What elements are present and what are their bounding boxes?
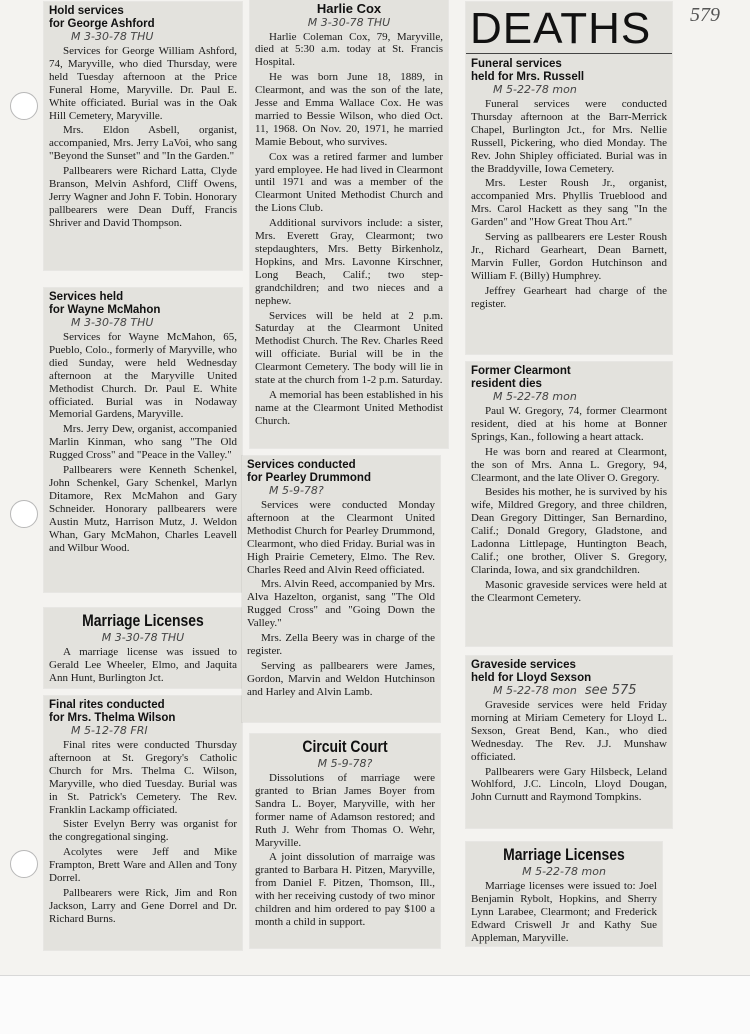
page-number: 579 [690,4,720,26]
article-paragraph: Dissolutions of marriage were granted to Brian James Boyer from Sandra L. Boyer, Maryville, with her former name of Adamson restored; and Ruth J. Wehr from Thomas O. Wehr, Maryville. [255,772,435,849]
article-paragraph: Marriage licenses were issued to: Joel Benjamin Rybolt, Hopkins, and Sherry Lynn Larabee, Clearmont; and Frederick Edward Criswell Jr and Kathy Sue Appleman, Maryville. [471,880,657,944]
article-paragraph: Pallbearers were Gary Hilsbeck, Leland Wohlford, J.C. Lincoln, Lloyd Dougan, John Curnutt and Raymond Tompkins. [471,765,667,804]
headline-line: for Wayne McMahon [49,303,161,316]
cross-reference-note: see 575 [584,683,637,698]
handwritten-date: M 3-30-78 THU [101,631,185,644]
headline: Circuit Court [302,737,388,756]
headline-line: for Pearley Drummond [247,471,371,484]
headline-line: Funeral services [471,58,562,70]
article-paragraph: Funeral services were conducted Thursday afternoon at the Barr-Merrick Chapel, Burlington Jct., for Mrs. Nellie Russell, Pickering, who died Monday. The Rev. John Shipley officiated. Burial was in the Braddyville, Iowa Cemetery. [471,98,667,175]
headline-line: for Mrs. Thelma Wilson [49,711,176,724]
article-paragraph: Services will be held at 2 p.m. Saturday at the Clearmont United Methodist Church. The Rev. Charles Reed will officiate. Burial will be in the Clearmont Cemetery. The body will lie in state at the church from 1-2 p.m. Saturday. [255,309,443,387]
article-paragraph: A joint dissolution of marraige was granted to Barbara H. Pitzen, Maryville, from Daniel F. Pitzen, Thomson, Ill., with her receiving custody of two minor children and him ordered to pay $100 a month a child in support. [255,851,435,928]
headline-line: Former Clearmont [471,365,571,377]
article-paragraph: Cox was a retired farmer and lumber yard employee. He had lived in Clearmont until 1971 and was a member of the Clearmont United Methodist Church and the Lions Club. [255,150,443,215]
clipping-paul-gregory [466,362,672,646]
headline-line: Hold services [49,5,124,17]
article-paragraph: Mrs. Eldon Asbell, organist, accompanied, Mrs. Jerry LaVoi, who sang "Beyond the Sunset" and "In the Garden." [49,124,237,163]
article-paragraph: He was born June 18, 1889, in Clearmont, and was the son of the late, Jesse and Emma Wallace Cox. He was married to Bessie Wilson, who died Oct. 11, 1968. On Nov. 20, 1971, he married Mamie Bebout, who survives. [255,71,443,148]
article-paragraph: Mrs. Jerry Dew, organist, accompanied Marlin Kinman, who sang "The Old Rugged Cross" and "Peace in the Valley." [49,423,237,462]
clipping-pearley-drummond [242,456,440,722]
article-paragraph: Besides his mother, he is survived by his wife, Mildred Gregory, and three children, Dean Gregory Dittinger, San Bernardino, Calif.; Donald Gregory, Gladstone, and Ladonna Littlepage, Huntington Beach, Calif.; one brother, Oliver S. Gregory, Clarinda, Iowa, and six grandchildren. [471,486,667,576]
article-paragraph: Services for Wayne McMahon, 65, Pueblo, Colo., formerly of Maryville, who died Sunday, were held Wednesday afternoon at the Maryville United Methodist Church. Dr. Paul E. White officiated. Burial was in Nodaway Memorial Gardens, Maryville. [49,331,237,421]
clipping-thelma-wilson [44,696,242,950]
article-paragraph: Serving as pallbearers ere Lester Roush Jr., Richard Gearheart, Dean Barnett, Marvin Fuller, Gordon Hutchinson and William F. (Billy) Humphrey. [471,231,667,282]
article-paragraph: Masonic graveside services were held at the Clearmont Cemetery. [471,578,667,604]
article-paragraph: Pallbearers were Kenneth Schenkel, John Schenkel, Gary Schenkel, Marlyn Ditamore, Rex McMahon and Gary Schneider. Honorary pallbearers were Austin Mutz, Harrison Mutz, J. Weldon Whan, Gary McMahon, Charles Leavell and Wilbur Wood. [49,464,237,554]
punch-hole [10,850,38,878]
headline-line: Graveside services [471,659,576,671]
headline-line: held for Mrs. Russell [471,70,585,83]
handwritten-date-text: M 5-22-78 mon [493,684,577,697]
article-paragraph: Acolytes were Jeff and Mike Frampton, Brett Ware and Allen and Tony Dorrel. [49,846,237,885]
headline-line: Services conducted [247,459,356,471]
clipping-harlie-cox [250,0,448,448]
headline: Marriage Licenses [503,845,625,864]
handwritten-date [493,684,667,697]
article-paragraph: Harlie Coleman Cox, 79, Maryville, died at 5:30 a.m. today at St. Francis Hospital. [255,30,443,69]
clipping-lloyd-sexson [466,656,672,828]
handwritten-date: M 5-9-78? [317,757,373,770]
article-paragraph: He was born and reared at Clearmont, the son of Mrs. Anna L. Gregory, 94, Clearmont, and the late Oliver O. Gregory. [471,445,667,484]
clipping-marriage-licenses [44,608,242,688]
punch-hole [10,500,38,528]
article-paragraph: A marriage license was issued to Gerald Lee Wheeler, Elmo, and Jaquita Ann Hunt, Burlington Jct. [49,646,237,684]
headline-line: Services held [49,291,124,303]
handwritten-date: M 3-30-78 THU [307,15,391,29]
article-paragraph: Mrs. Alvin Reed, accompanied by Mrs. Alva Hazelton, organist, sang "The Old Rugged Cross" and "Going Down the Valley." [247,578,435,630]
article-paragraph: Paul W. Gregory, 74, former Clearmont resident, died at his home at Bonner Springs, Kan., following a heart attack. [471,405,667,443]
article-paragraph: Serving as pallbearers were James, Gordon, Marvin and Weldon Hutchinson and Harley and Alvin Lamb. [247,659,435,698]
article-paragraph: Services for George William Ashford, 74, Maryville, who died Thursday, were held Tuesday afternoon at the Price Funeral Home, Maryville. Dr. Paul E. White officiated. Burial was in the Oak Hill Cemetery, Maryville. [49,45,237,122]
headline: Harlie Cox [316,1,382,16]
article-paragraph: Services were conducted Monday afternoon at the Clearmont United Methodist Church for Pearley Drummond, Clearmont, who died Friday. Burial was in High Prairie Cemetery, Elmo. The Rev. Charles Reed and Alvin Reed officiated. [247,499,435,576]
handwritten-date: M 5-22-78 mon [493,83,577,96]
handwritten-date: M 3-30-78 THU [71,30,154,43]
handwritten-date: M 3-30-78 THU [71,316,154,329]
handwritten-date: M 5-12-78 FRI [71,724,148,737]
headline-line: held for Lloyd Sexson [471,671,592,684]
article-paragraph: Additional survivors include: a sister, Mrs. Everett Gray, Clearmont; two stepdaughters, Mrs. Betty Birkenholz, Hopkins, and Mrs. Lavonne Kirschner, Long Beach, Calif.; two step-grandchildren; and two nieces and a nephew. [255,217,443,307]
page-margin [0,975,750,1034]
headline-line: Final rites conducted [49,699,165,711]
headline-line: for George Ashford [49,17,155,30]
punch-hole [10,92,38,120]
article-paragraph: Mrs. Lester Roush Jr., organist, accompanied Mrs. Phyllis Trueblood and Mrs. Carol Hackett as they sang "In the Garden" and "How Great Thou Art." [471,177,667,229]
headline-line: resident dies [471,377,542,390]
article-paragraph: Jeffrey Gearheart had charge of the register. [471,284,667,310]
article-paragraph: Graveside services were held Friday morning at Miriam Cemetery for Lloyd L. Sexson, Great Bend, Kan., who died Wednesday. The Rev. J.J. Munshaw officiated. [471,699,667,763]
article-paragraph: Pallbearers were Rick, Jim and Ron Jackson, Larry and Gene Dorrel and Dr. Richard Burns. [49,886,237,925]
handwritten-date: M 5-9-78? [269,484,324,497]
clipping-wayne-mcmahon [44,288,242,592]
article-paragraph: Sister Evelyn Berry was organist for the congregational singing. [49,818,237,844]
clipping-george-ashford [44,2,242,270]
clipping-deaths-russell [466,2,672,354]
clipping-marriage-licenses [466,842,662,946]
headline: Marriage Licenses [82,611,204,630]
handwritten-date: M 5-22-78 mon [493,390,577,403]
deaths-masthead: DEATHS [466,5,672,54]
article-paragraph: Final rites were conducted Thursday afternoon at St. Gregory's Catholic Church for Mrs. Thelma C. Wilson, Maryville, who died Tuesday. Burial was in St. Patrick's Cemetery. The Rev. Franklin Lackamp officiated. [49,739,237,816]
clipping-circuit-court [250,734,440,948]
handwritten-date: M 5-22-78 mon [522,865,606,878]
article-paragraph: Pallbearers were Richard Latta, Clyde Branson, Melvin Ashford, Cliff Owens, Jerry Wagner and John F. Tobin. Honorary pallbearers were Dean Duff, Francis Shriver and David Thompson. [49,165,237,229]
article-paragraph: Mrs. Zella Beery was in charge of the register. [247,632,435,657]
article-paragraph: A memorial has been established in his name at the Clearmont United Methodist Church. [255,388,443,427]
